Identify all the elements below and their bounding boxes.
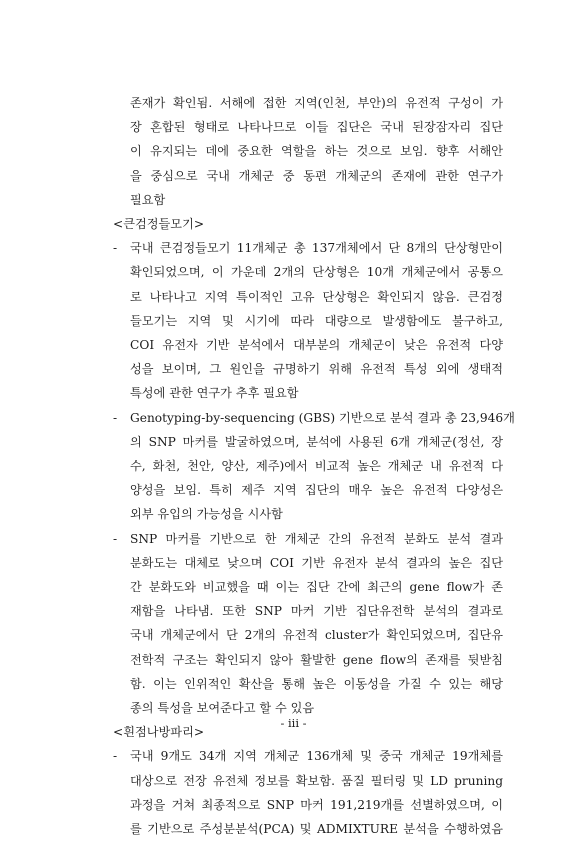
text-line: 장 혼합된 형태로 나타나므로 이들 집단은 국내 된장잠자리 집단 [130,120,503,135]
text-line: 성을 보이며, 그 원인을 규명하기 위해 유전적 특성 외에 생태적 [130,362,503,377]
text-line: 재함을 나타냄. 또한 SNP 마커 기반 집단유전학 분석의 결과로 [130,604,503,619]
text-line: 대상으로 전장 유전체 정보를 확보함. 품질 필터링 및 LD pruning [130,773,503,788]
text-line: Genotyping-by-sequencing (GBS) 기반으로 분석 결과 총 23,946개 [130,410,515,425]
text-line: 국내 9개도 34개 지역 개체군 136개체 및 중국 개체군 19개체를 [130,749,503,764]
intro-paragraph [113,91,503,212]
text-line: 을 중심으로 국내 개체군 중 동편 개체군의 존재에 관한 연구가 [130,168,503,183]
text-line: 양성을 보임. 특히 제주 지역 집단의 매우 높은 유전적 다양성은 [130,483,503,498]
text-line: 수, 화천, 천안, 양산, 제주)에서 비교적 높은 개체군 내 유전적 다 [130,459,503,474]
text-line: 이 유지되는 데에 중요한 역할을 하는 것으로 보임. 향후 서해안 [130,144,503,159]
bullet-dash: - [113,749,118,764]
text-line: 과정을 거쳐 최종적으로 SNP 마커 191,219개를 선별하였으며, 이 [130,797,503,812]
text-line: 간 분화도와 비교했을 때 이는 집단 간에 최근의 gene flow가 존 [130,580,503,595]
page-number: - iii - [280,716,307,730]
text-line: 분화도는 대체로 낮으며 COI 기반 유전자 분석 결과의 높은 집단 [130,555,503,570]
bullet-item [113,744,503,841]
bullet-item [113,527,503,721]
bullet-dash: - [113,241,118,256]
bullet-dash: - [113,410,118,425]
text-line: 전학적 구조는 확인되지 않아 활발한 gene flow의 존재를 뒷받침 [130,652,503,667]
text-line: COI 유전자 기반 분석에서 대부분의 개체군이 낮은 유전적 다양 [130,338,503,353]
section-heading-huinjeom: <흰점나방파리> [113,725,205,740]
bullet-item [113,236,503,405]
text-line: 로 나타나고 지역 특이적인 고유 단상형은 확인되지 않음. 큰검정 [130,289,503,304]
text-line: 확인되었으며, 이 가운데 2개의 단상형은 10개 개체군에서 공통으 [130,265,503,280]
text-line: 종의 특성을 보여준다고 할 수 있음 [130,701,315,716]
bullet-dash: - [113,531,118,546]
text-line: 필요함 [130,192,166,207]
text-line: SNP 마커를 기반으로 한 개체군 간의 유전적 분화도 분석 결과 [130,531,503,546]
bullet-item [113,406,515,527]
section-heading-keungeomjeong: <큰검정들모기> [113,217,205,232]
text-line: 국내 큰검정들모기 11개체군 총 137개체에서 단 8개의 단상형만이 [130,241,503,256]
text-line: 함. 이는 인위적인 확산을 통해 높은 이동성을 가질 수 있는 해당 [130,676,503,691]
text-line: 외부 유입의 가능성을 시사함 [130,507,283,522]
text-line: 존재가 확인됨. 서해에 접한 지역(인천, 부안)의 유전적 구성이 가 [130,96,503,110]
text-line: 를 기반으로 주성분분석(PCA) 및 ADMIXTURE 분석을 수행하였음 [130,822,503,837]
text-line: 국내 개체군에서 단 2개의 유전적 cluster가 확인되었으며, 집단유 [130,628,503,643]
text-line: 들모기는 지역 및 시기에 따라 대량으로 발생함에도 불구하고, [130,313,503,328]
text-line: 의 SNP 마커를 발굴하였으며, 분석에 사용된 6개 개체군(정선, 장 [130,434,503,449]
text-line: 특성에 관한 연구가 추후 필요함 [130,386,299,401]
